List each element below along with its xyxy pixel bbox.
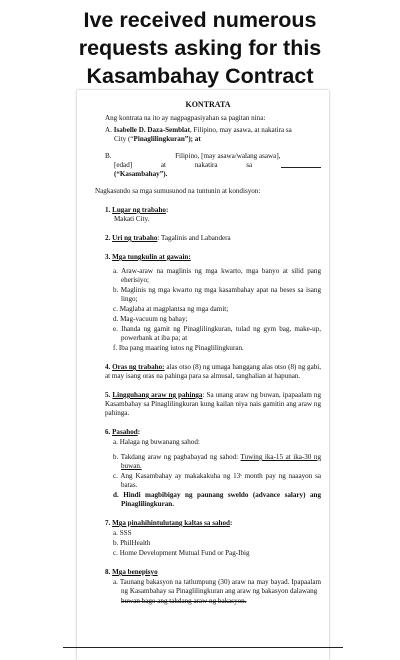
section-1-value: Makati City. <box>114 215 150 223</box>
contract-document <box>77 90 329 660</box>
list-item <box>113 438 321 447</box>
section-4: 4. Oras ng trabaho: alas otso (8) ng umaga hanggang alas otso (8) ng gabi, at may isang oras na pahinga para sa almusal, tanghalian at hapunan. <box>105 363 322 380</box>
duties-list <box>105 267 321 353</box>
party-b-prefix: B. <box>105 152 112 160</box>
page-divider <box>63 647 343 648</box>
list-item: c. Maglaba at magplantsa ng mga damit; <box>113 305 229 313</box>
caption-line-1: Ive received numerous <box>83 8 317 32</box>
list-item: buwan bago ang takdang araw ng bakasyon. <box>121 597 247 605</box>
section-2-heading: Uri ng trabaho <box>112 234 158 242</box>
list-item: d. Mag-vacuum ng bahay; <box>113 315 188 323</box>
section-8: 8. Mga benepisyo a. Taunang bakasyon na tatlumpung (30) araw na may bayad. Ipapaalam ng Kasambahay sa Pinaglilingkuran ang araw ng bakasyon dalawang buwan bago ang takdang araw ng bakasyon. <box>105 568 321 605</box>
caption-text <box>0 0 400 96</box>
section-2-value: : Tagalinis and Labandera <box>157 234 231 242</box>
section-8-heading: Mga benepisyo <box>112 568 158 576</box>
party-b-nakatira: nakatira <box>194 161 218 169</box>
party-b-age: [edad] <box>114 161 133 169</box>
list-item: a. Taunang bakasyon na tatlumpung (30) araw na may bayad. Ipapaalam ng Kasambahay sa Pinaglilingkuran ang araw ng bakasyon dalawang <box>113 578 321 595</box>
list-item: c. Ang Kasambahay ay makakakuha ng 13ˢ month pay ng naaayon sa batas. <box>113 472 321 489</box>
list-item: f. Iba pang maaring iutos ng Pinaglilingkuran. <box>113 344 244 352</box>
party-a-city: City (“ <box>114 135 134 143</box>
party-b-role: (“Kasambahay”). <box>114 170 168 178</box>
list-item: b. Maglinis ng mga kwarto ng mga kasambahay apat na beses sa isang lingo; <box>113 286 321 303</box>
section-4-value: alas otso (8) ng umaga hanggang alas otso (8) ng gabi, at may isang oras na pahinga para sa almusal, tanghalian at hapunan. <box>105 363 322 380</box>
pay-day-value: Tuwing ika-15 at ika-30 ng buwan. <box>121 453 321 470</box>
party-a <box>105 126 321 144</box>
list-item <box>113 453 321 471</box>
section-3-heading: Mga tungkulin at gawain: <box>112 253 191 261</box>
address-blank-line <box>281 161 321 168</box>
party-a-prefix: A. <box>105 126 112 134</box>
section-1-heading: Lugar ng trabaho <box>112 206 166 214</box>
benefits-list <box>105 578 321 606</box>
party-b <box>105 152 321 179</box>
party-a-close: ”); at <box>184 135 201 143</box>
section-5-heading: Lingguhang araw ng pahinga <box>112 391 203 399</box>
list-item: e. Ihanda ng gamit ng Pinaglilingkuran, tulad ng gym bag, make-up, powerbank at iba pa; at <box>113 325 321 342</box>
list-item: d. Hindi magbibigay ng paunang sweldo (advance salary) ang Pinaglilingkuran. <box>113 491 321 508</box>
section-6: 6. Pasahod: a. Halaga ng buwanang sahod: b. Takdang araw ng pagbabayad ng sahod: Tuwing ika-15 at ika-30 ng buwan. c. Ang Kasambahay ay makakakuha ng 13ˢ month pay ng naaayon sa batas. d. Hindi magbibigay ng paunang sweldo (advance salary) ang Pinaglilingkuran. <box>105 428 321 508</box>
section-6-heading: Pasahod <box>112 428 138 436</box>
list-item: a. SSS <box>113 529 132 537</box>
party-a-role: Pinaglilingkuran <box>133 135 185 143</box>
section-5-value: : Sa unang araw ng buwan, ipapaalam ng Kasambahay sa Pinaglilingkuran kung kailan niya nais gamitin ang araw ng pahinga. <box>105 391 322 417</box>
salary-amount-label: a. Halaga ng buwanang sahod: <box>113 438 200 446</box>
caption-line-2: requests asking for this <box>78 36 322 60</box>
party-b-sa: sa <box>246 161 253 169</box>
list-item: b. PhilHealth <box>113 539 151 547</box>
party-b-at: at <box>160 161 166 169</box>
section-4-heading: Oras ng trabaho: <box>112 363 165 371</box>
party-a-name: Isabelle D. Daza-Semblat <box>113 126 190 134</box>
party-b-line1: Filipino, [may asawa/walang asawa], <box>175 152 281 160</box>
section-2: 2. Uri ng trabaho: Tagalinis and Labandera <box>105 234 231 242</box>
deductions-list <box>105 529 321 558</box>
list-item: a. Araw-araw na maglinis ng mga kwarto, mga banyo at silid pang eherisiyo; <box>113 267 321 284</box>
section-7-heading: Mga pinahihintulutang kaltas sa sahod <box>112 519 230 527</box>
agreement-text: Nagkasundo sa mga sumusunod na tuntunin at kondisyon: <box>95 187 261 195</box>
salary-list <box>105 438 321 509</box>
list-item: c. Home Development Mutual Fund or Pag-Ibig <box>113 549 250 557</box>
caption-line-3: Kasambahay Contract <box>86 64 314 88</box>
document-title: KONTRATA <box>185 100 231 109</box>
intro-text: Ang kontrata na ito ay nagpagpasiyahan sa pagitan nina: <box>105 114 266 122</box>
section-5: 5. Lingguhang araw ng pahinga: Sa unang araw ng buwan, ipapaalam ng Kasambahay sa Pinaglilingkuran kung kailan niya nais gamitin ang araw ng pahinga. <box>105 391 322 417</box>
section-3: 3. Mga tungkulin at gawain: a. Araw-araw na maglinis ng mga kwarto, mga banyo at silid pang eherisiyo; b. Maglinis ng mga kwarto ng mga kasambahay apat na beses sa isang lingo; c. Maglaba at magplantsa ng mga damit; d. Mag-vacuum ng bahay; e. Ihanda ng gamit ng Pinaglilingkuran, tulad ng gym bag, make-up, powerbank at iba pa; at f. Iba pang maaring iutos ng Pinaglilingkuran. <box>105 253 321 352</box>
section-7: 7. Mga pinahihintulutang kaltas sa sahod: a. SSS b. PhilHealth c. Home Development Mutual Fund or Pag-Ibig <box>105 519 321 558</box>
party-a-rest: , Filipino, may asawa, at nakatira sa <box>189 126 292 134</box>
pay-day-label: b. Takdang araw ng pagbabayad ng sahod: <box>113 453 241 461</box>
section-1: 1. Lugar ng trabaho: Makati City. <box>105 206 169 223</box>
